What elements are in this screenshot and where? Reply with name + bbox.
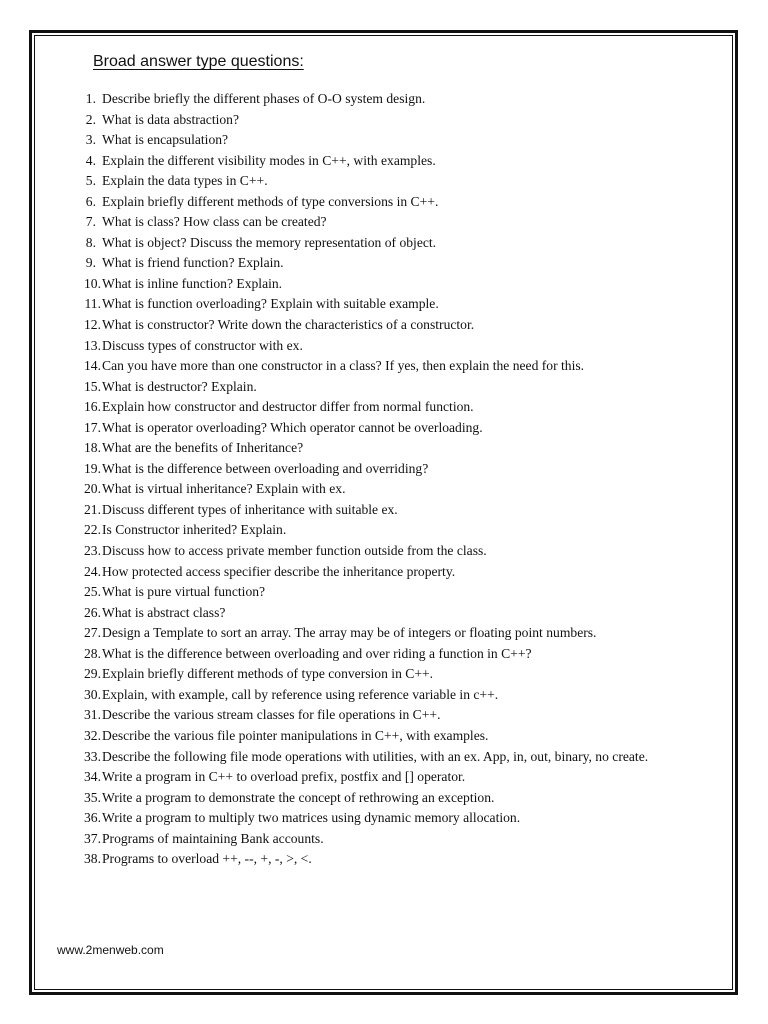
question-text: What is friend function? Explain. — [102, 255, 284, 271]
question-number: 31. — [84, 707, 101, 723]
question-item — [60, 582, 740, 603]
question-item — [60, 747, 740, 768]
question-number: 19. — [84, 460, 101, 476]
question-text: Write a program to demonstrate the concept of rethrowing an exception. — [102, 789, 495, 805]
question-number: 23. — [84, 543, 101, 559]
question-text: Programs of maintaining Bank accounts. — [102, 830, 324, 846]
question-number: 3. — [85, 132, 96, 148]
question-item — [60, 110, 740, 131]
question-number: 33. — [84, 748, 101, 764]
question-item — [60, 459, 740, 480]
question-number: 28. — [84, 645, 101, 661]
question-item — [60, 397, 740, 418]
question-text: What is class? How class can be created? — [102, 214, 327, 230]
question-number: 21. — [84, 501, 101, 517]
question-number: 35. — [84, 789, 101, 805]
question-number: 37. — [84, 830, 101, 846]
question-item — [60, 644, 740, 665]
question-number: 24. — [84, 563, 101, 579]
question-number: 8. — [85, 234, 96, 250]
question-text: Explain briefly different methods of type conversion in C++. — [102, 666, 434, 682]
question-item — [60, 479, 740, 500]
question-text: Describe the various stream classes for file operations in C++. — [102, 707, 441, 723]
question-text: Describe the various file pointer manipulations in C++, with examples. — [102, 727, 489, 743]
question-item — [60, 726, 740, 747]
question-text: What is function overloading? Explain with suitable example. — [102, 296, 439, 312]
question-text: What is data abstraction? — [102, 111, 240, 127]
question-number: 29. — [84, 666, 101, 682]
question-item — [60, 603, 740, 624]
question-number: 9. — [85, 255, 96, 271]
question-text: Explain briefly different methods of type conversions in C++. — [102, 193, 439, 209]
question-item — [60, 212, 740, 233]
question-text: Explain the data types in C++. — [102, 173, 268, 189]
question-item — [60, 377, 740, 398]
question-number: 25. — [84, 584, 101, 600]
question-text: What is abstract class? — [102, 604, 226, 620]
question-number: 16. — [84, 399, 101, 415]
question-item — [60, 192, 740, 213]
question-text: What is inline function? Explain. — [102, 275, 283, 291]
question-number: 1. — [85, 91, 96, 106]
question-number: 32. — [84, 727, 101, 743]
question-text: What is destructor? Explain. — [102, 378, 257, 394]
question-item — [60, 767, 740, 788]
question-number: 13. — [84, 337, 101, 353]
question-item — [60, 664, 740, 685]
question-number: 14. — [84, 358, 101, 374]
question-text: Discuss types of constructor with ex. — [102, 337, 303, 353]
question-item — [60, 849, 740, 870]
question-text: What is encapsulation? — [102, 132, 229, 148]
question-text: What is the difference between overloading and over riding a function in C++? — [102, 645, 532, 661]
question-text: Design a Template to sort an array. The array may be of integers or floating point numbers. — [102, 625, 597, 641]
question-item — [60, 151, 740, 172]
question-item — [60, 623, 740, 644]
question-text: What is object? Discuss the memory representation of object. — [102, 234, 437, 250]
question-item — [60, 438, 740, 459]
question-item — [60, 829, 740, 850]
question-list — [60, 89, 740, 870]
question-number: 15. — [84, 378, 101, 394]
question-item — [60, 294, 740, 315]
question-text: Is Constructor inherited? Explain. — [102, 522, 287, 538]
question-number: 34. — [84, 769, 101, 785]
question-text: What are the benefits of Inheritance? — [102, 440, 304, 456]
question-item — [60, 356, 740, 377]
question-item — [60, 418, 740, 439]
question-number: 5. — [85, 173, 96, 189]
question-number: 7. — [85, 214, 96, 230]
question-number: 30. — [84, 686, 101, 702]
question-item — [60, 336, 740, 357]
question-item — [60, 171, 740, 192]
question-number: 18. — [84, 440, 101, 456]
question-number: 26. — [84, 604, 101, 620]
question-item — [60, 253, 740, 274]
question-item — [60, 274, 740, 295]
question-item — [60, 788, 740, 809]
question-item — [60, 89, 740, 110]
question-text: Explain, with example, call by reference using reference variable in c++. — [102, 686, 499, 702]
question-item — [60, 541, 740, 562]
question-item — [60, 808, 740, 829]
question-text: What is constructor? Write down the characteristics of a constructor. — [102, 317, 475, 333]
question-text: Can you have more than one constructor in a class? If yes, then explain the need for this. — [102, 358, 585, 374]
question-text: Discuss different types of inheritance with suitable ex. — [102, 501, 398, 517]
question-text: Programs to overload ++, --, +, -, >, <. — [102, 851, 312, 867]
question-number: 11. — [84, 296, 101, 312]
question-text: Describe briefly the different phases of O-O system design. — [102, 91, 426, 106]
question-number: 36. — [84, 810, 101, 826]
question-item — [60, 500, 740, 521]
question-text: What is virtual inheritance? Explain with ex. — [102, 481, 346, 497]
question-item — [60, 705, 740, 726]
footer-website: www.2menweb.com — [57, 943, 164, 957]
question-text: Describe the following file mode operations with utilities, with an ex. App, in, out, binary, no create. — [102, 748, 649, 764]
question-text: What is the difference between overloading and overriding? — [102, 460, 429, 476]
question-item — [60, 315, 740, 336]
question-text: Write a program to multiply two matrices using dynamic memory allocation. — [102, 810, 521, 826]
question-text: What is operator overloading? Which operator cannot be overloading. — [102, 419, 483, 435]
question-number: 22. — [84, 522, 101, 538]
question-text: Discuss how to access private member function outside from the class. — [102, 543, 487, 559]
question-number: 2. — [85, 111, 96, 127]
question-text: How protected access specifier describe the inheritance property. — [102, 563, 456, 579]
question-number: 20. — [84, 481, 101, 497]
question-number: 27. — [84, 625, 101, 641]
question-item — [60, 520, 740, 541]
question-item — [60, 233, 740, 254]
question-number: 6. — [85, 193, 96, 209]
question-item — [60, 130, 740, 151]
question-text: Explain how constructor and destructor differ from normal function. — [102, 399, 474, 415]
question-text: Explain the different visibility modes in C++, with examples. — [102, 152, 436, 168]
question-number: 17. — [84, 419, 101, 435]
question-number: 38. — [84, 851, 101, 867]
question-number: 12. — [84, 317, 101, 333]
question-text: Write a program in C++ to overload prefix, postfix and [] operator. — [102, 769, 466, 785]
question-number: 10. — [84, 275, 101, 291]
question-item — [60, 685, 740, 706]
question-item — [60, 562, 740, 583]
section-heading: Broad answer type questions: — [93, 53, 304, 70]
question-number: 4. — [85, 152, 96, 168]
question-text: What is pure virtual function? — [102, 584, 266, 600]
